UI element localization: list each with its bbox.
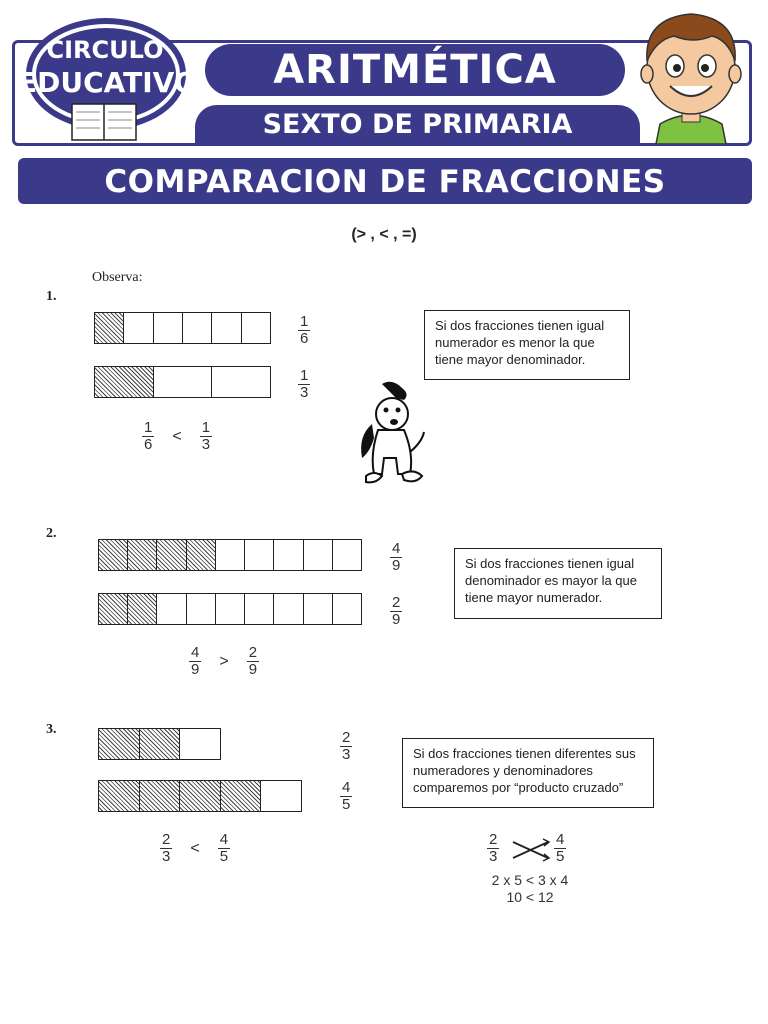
fraction — [142, 420, 154, 453]
empty-part — [274, 540, 303, 570]
logo-line2: EDUCATIVO — [18, 66, 198, 99]
example-number: 3. — [46, 722, 57, 737]
page-title: ARITMÉTICA — [273, 47, 557, 93]
numerator: 1 — [300, 367, 309, 384]
empty-part — [261, 781, 301, 811]
empty-part — [216, 540, 245, 570]
empty-part — [124, 313, 153, 343]
shaded-part — [99, 729, 140, 759]
shaded-part — [99, 540, 128, 570]
numerator: 4 — [556, 831, 565, 848]
fraction — [200, 420, 212, 453]
logo-line1: CIRCULO — [46, 36, 164, 64]
example-number: 1. — [46, 289, 57, 304]
denominator: 9 — [191, 661, 200, 678]
denominator: 9 — [248, 661, 258, 678]
rule-box: Si dos fracciones tienen diferentes sus numeradores y denominadores comparemos por “producto cruzado” — [402, 738, 654, 808]
empty-part — [180, 729, 220, 759]
denominator: 9 — [392, 557, 401, 574]
shaded-part — [140, 781, 181, 811]
section-title: COMPARACION DE FRACCIONES — [104, 164, 666, 200]
comparison-operator: < — [190, 839, 200, 857]
fraction-bar — [98, 539, 362, 571]
denominator: 9 — [392, 611, 401, 628]
denominator: 6 — [144, 436, 153, 453]
shaded-part — [180, 781, 221, 811]
fraction — [340, 780, 352, 813]
numerator: 2 — [392, 594, 401, 611]
denominator: 3 — [162, 848, 171, 865]
fraction-bar — [98, 728, 221, 760]
observa-label: Observa: — [92, 270, 143, 285]
fraction — [160, 832, 172, 865]
fraction — [298, 368, 310, 401]
empty-part — [245, 540, 274, 570]
denominator: 3 — [201, 436, 211, 453]
comparison — [189, 645, 259, 678]
fraction — [298, 314, 310, 347]
shaded-part — [99, 594, 128, 624]
rule-box: Si dos fracciones tienen igual numerador es menor la que tiene mayor denominador. — [424, 310, 630, 380]
empty-part — [304, 540, 333, 570]
fraction — [340, 730, 352, 763]
empty-part — [333, 594, 361, 624]
empty-part — [245, 594, 274, 624]
fraction-bar — [94, 312, 271, 344]
empty-part — [154, 367, 213, 397]
numerator: 2 — [489, 831, 498, 848]
fraction — [487, 832, 499, 865]
comparison — [142, 420, 212, 453]
example-number: 2. — [46, 526, 57, 541]
fraction — [390, 595, 402, 628]
numerator: 2 — [162, 831, 171, 848]
shaded-part — [128, 594, 157, 624]
shaded-part — [221, 781, 262, 811]
fraction — [390, 541, 402, 574]
numerator: 4 — [219, 831, 229, 848]
denominator: 5 — [219, 848, 229, 865]
cross-product-line2: 10 < 12 — [506, 889, 554, 905]
empty-part — [304, 594, 333, 624]
numerator: 4 — [191, 644, 200, 661]
rule-box: Si dos fracciones tienen igual denominador es mayor la que tiene mayor numerador. — [454, 548, 662, 619]
numerator: 4 — [342, 779, 351, 796]
denominator: 3 — [300, 384, 309, 401]
comparison-operator: < — [172, 427, 182, 445]
shaded-part — [128, 540, 157, 570]
empty-part — [154, 313, 183, 343]
denominator: 3 — [342, 746, 351, 763]
fraction — [189, 645, 201, 678]
empty-part — [212, 313, 241, 343]
shaded-part — [95, 313, 124, 343]
empty-part — [333, 540, 361, 570]
empty-part — [183, 313, 212, 343]
comparison-operator: > — [219, 652, 229, 670]
empty-part — [157, 594, 186, 624]
fraction — [554, 832, 566, 865]
empty-part — [212, 367, 270, 397]
shaded-part — [187, 540, 216, 570]
cross-product-line1: 2 x 5 < 3 x 4 — [491, 872, 569, 888]
empty-part — [274, 594, 303, 624]
fraction-bar — [94, 366, 271, 398]
empty-part — [187, 594, 216, 624]
numerator: 1 — [300, 313, 309, 330]
fraction-bar — [98, 780, 302, 812]
fraction — [247, 645, 259, 678]
empty-part — [242, 313, 270, 343]
shaded-part — [99, 781, 140, 811]
numerator: 2 — [248, 644, 258, 661]
shaded-part — [140, 729, 181, 759]
numerator: 2 — [342, 729, 351, 746]
empty-part — [216, 594, 245, 624]
denominator: 5 — [556, 848, 565, 865]
shaded-part — [157, 540, 186, 570]
boy-mascot-icon — [632, 6, 750, 144]
comparison — [160, 832, 230, 865]
denominator: 5 — [342, 796, 351, 813]
denominator: 3 — [489, 848, 498, 865]
fraction — [218, 832, 230, 865]
numerator: 1 — [201, 419, 211, 436]
shaded-part — [95, 367, 154, 397]
fraction-bar — [98, 593, 362, 625]
denominator: 6 — [300, 330, 309, 347]
numerator: 4 — [392, 540, 401, 557]
page-subtitle: SEXTO DE PRIMARIA — [262, 109, 573, 140]
cross-arrows-icon — [510, 836, 552, 862]
puppy-icon — [352, 378, 430, 492]
comparison-symbols: (> , < , =) — [351, 226, 417, 243]
numerator: 1 — [144, 419, 153, 436]
